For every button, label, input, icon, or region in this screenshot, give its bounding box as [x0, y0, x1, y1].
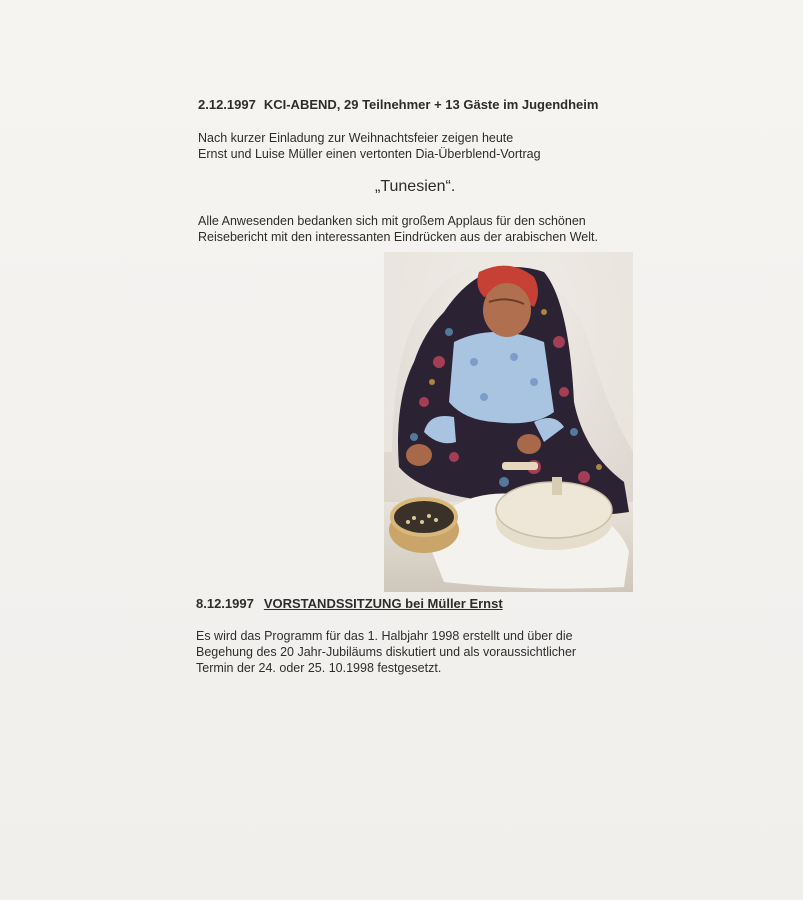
meeting-line-1: Es wird das Programm für das 1. Halbjahr 1998 erstellt und über die [196, 629, 573, 643]
intro-paragraph [198, 130, 658, 162]
closing-line-2: Reisebericht mit den interessanten Eindrücken aus der arabischen Welt. [198, 230, 598, 244]
meeting-line-3: Termin der 24. oder 25. 10.1998 festgesetzt. [196, 661, 442, 675]
entry-date-2: 8.12.1997 [196, 596, 254, 611]
photo-illustration [384, 252, 633, 592]
closing-line-1: Alle Anwesenden bedanken sich mit großem Applaus für den schönen [198, 214, 586, 228]
intro-line-2: Ernst und Luise Müller einen vertonten Dia-Überblend-Vortrag [198, 147, 541, 161]
meeting-line-2: Begehung des 20 Jahr-Jubiläums diskutiert und als voraussichtlicher [196, 645, 577, 659]
entry-title-2: VORSTANDSSITZUNG bei Müller Ernst [263, 596, 503, 611]
talk-title: „Tunesien“. [375, 178, 456, 195]
entry-date-1: 2.12.1997 [198, 97, 256, 112]
entry-heading-1 [198, 97, 598, 112]
intro-line-1: Nach kurzer Einladung zur Weihnachtsfeier zeigen heute [198, 131, 514, 145]
meeting-paragraph [196, 628, 636, 676]
photo-woman-grinding-grain [384, 252, 633, 592]
closing-paragraph [198, 213, 658, 245]
entry-title-1: KCI-ABEND, 29 Teilnehmer + 13 Gäste im Jugendheim [263, 97, 599, 112]
entry-heading-2 [196, 596, 503, 611]
